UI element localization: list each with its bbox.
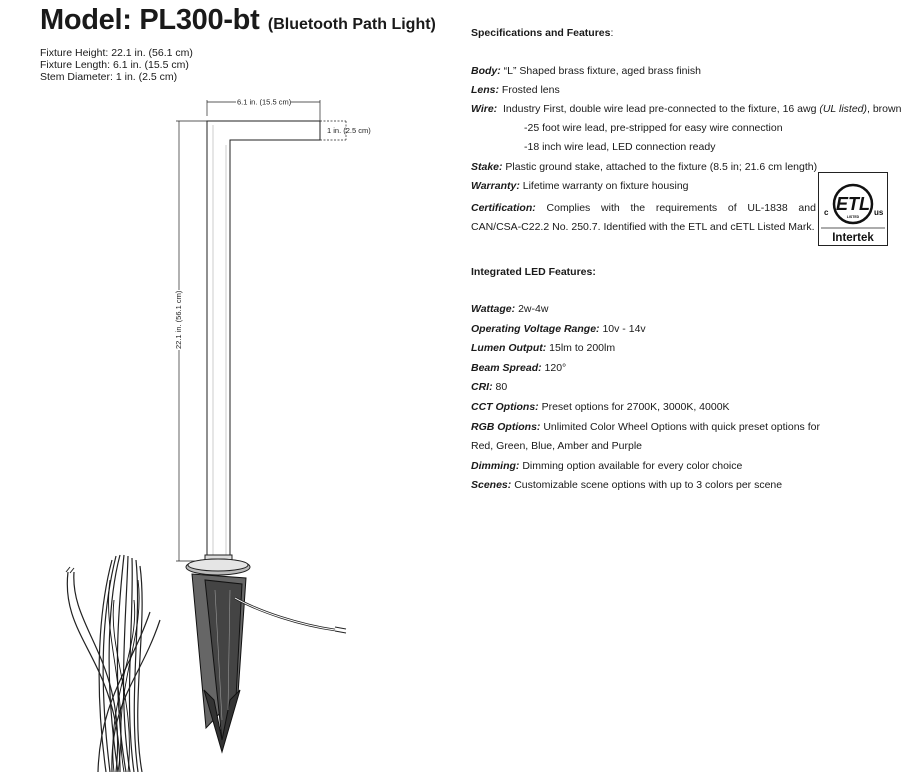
height-label: 22.1 in. (56.1 cm)	[174, 290, 183, 349]
led-feature-key: RGB Options:	[471, 420, 541, 433]
led-feature-key: CRI:	[471, 381, 493, 394]
length-label: 6.1 in. (15.5 cm)	[237, 97, 292, 107]
led-feature-value: Unlimited Color Wheel Options with quick preset options for	[540, 420, 820, 433]
short-wire-lead	[235, 598, 346, 633]
led-feature-item	[471, 401, 730, 413]
model-subtitle: (Bluetooth Path Light)	[267, 16, 436, 33]
spec-certification	[471, 199, 816, 237]
diameter-label: 1 in. (2.5 cm)	[327, 126, 371, 135]
specs-heading: Specifications and Features:	[471, 27, 614, 39]
led-feature-item	[471, 421, 820, 433]
led-feature-key: Dimming:	[471, 459, 520, 472]
dimensions-list	[40, 47, 193, 83]
led-feature-item	[471, 479, 782, 491]
led-feature-value: Preset options for 2700K, 3000K, 4000K	[538, 401, 730, 413]
led-feature-key: CCT Options:	[471, 401, 539, 413]
led-feature-key: Lumen Output:	[471, 342, 547, 355]
svg-text:LISTED: LISTED	[846, 215, 860, 219]
long-wire-coil	[67, 555, 160, 772]
led-feature-key: Scenes:	[471, 479, 512, 492]
fixture-body	[207, 121, 320, 556]
led-feature-value: 2w-4w	[515, 303, 549, 315]
etl-listed-mark-icon	[818, 172, 888, 246]
fixture-height: Fixture Height: 22.1 in. (56.1 cm)	[40, 47, 193, 59]
spec-warranty: Warranty: Lifetime warranty on fixture housing	[471, 180, 689, 192]
led-feature-value: Dimming option available for every color choice	[519, 459, 743, 472]
led-feature-item	[471, 303, 548, 315]
led-feature-item	[471, 342, 615, 354]
led-feature-key: Beam Spread:	[471, 361, 542, 374]
led-feature-item	[471, 362, 566, 374]
fixture-drawing	[0, 90, 400, 772]
fixture-base	[186, 555, 250, 575]
led-feature-value: 120°	[541, 361, 567, 374]
led-feature-value: Customizable scene options with up to 3 colors per scene	[511, 479, 783, 492]
spec-stake: Stake: Plastic ground stake, attached to the fixture (8.5 in; 21.6 cm length)	[471, 161, 818, 173]
stem-diameter: Stem Diameter: 1 in. (2.5 cm)	[40, 71, 178, 83]
led-feature-key: Operating Voltage Range:	[471, 322, 600, 335]
spec-body: Body: “L” Shaped brass fixture, aged brass finish	[471, 65, 701, 77]
svg-text:ETL: ETL	[836, 194, 870, 214]
svg-text:c: c	[824, 208, 829, 217]
spec-wire-sub1: -25 foot wire lead, pre-stripped for easy wire connection	[524, 122, 783, 134]
spec-wire: Wire: Industry First, double wire lead pre-connected to the fixture, 16 awg (UL listed), brown	[471, 103, 902, 115]
spec-lens: Lens: Frosted lens	[471, 84, 560, 96]
led-heading: Integrated LED Features:	[471, 266, 596, 278]
led-feature-value: 15lm to 200lm	[546, 342, 616, 355]
certification-line-2: CAN/CSA-C22.2 No. 250.7. Identified with the ETL and cETL Listed Mark.	[471, 221, 815, 233]
fixture-length: Fixture Length: 6.1 in. (15.5 cm)	[40, 59, 189, 71]
model-name: Model: PL300-bt	[40, 4, 260, 36]
svg-text:Intertek: Intertek	[832, 232, 874, 244]
led-feature-value: 80	[492, 381, 508, 394]
led-feature-item	[471, 323, 646, 335]
spec-wire-sub2: -18 inch wire lead, LED connection ready	[524, 141, 716, 153]
led-feature-value: 10v - 14v	[599, 322, 646, 335]
page-title	[40, 4, 436, 37]
led-feature-value: Red, Green, Blue, Amber and Purple	[471, 440, 643, 453]
led-feature-item	[471, 460, 742, 472]
svg-text:us: us	[874, 208, 884, 217]
certification-line-1: Certification: Complies with the requirements of UL-1838 and	[471, 202, 816, 214]
led-feature-item	[471, 440, 642, 452]
led-feature-item	[471, 381, 507, 393]
wire-lead-tip	[66, 567, 74, 573]
led-feature-key: Wattage:	[471, 303, 516, 315]
